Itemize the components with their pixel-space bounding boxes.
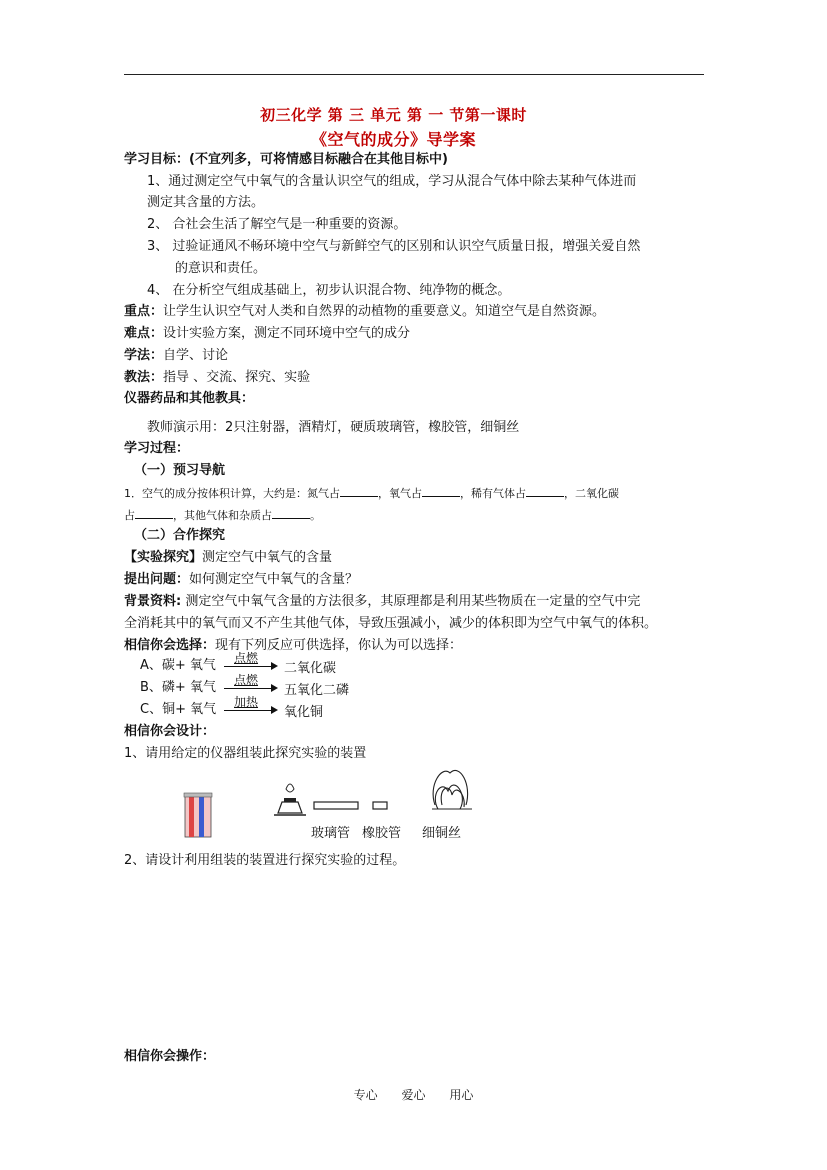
reaction-c-arrow	[224, 695, 278, 715]
difficulty-label: 难点：	[124, 326, 164, 341]
objective-3a: 3、 过验证通风不畅环境中空气与新鲜空气的区别和认识空气质量日报，增强关爱自然	[147, 239, 641, 254]
choose-line	[124, 636, 462, 656]
objectives-label: 学习目标：(不宜列多，可将情感目标融合在其他目标中)	[124, 152, 448, 167]
header-rule	[124, 74, 704, 75]
reaction-c-product: 氧化铜	[284, 705, 324, 720]
teach-method-label: 教法：	[124, 370, 164, 385]
design-question-2: 2、请设计利用组装的装置进行探究实验的过程。	[124, 853, 406, 868]
objective-3b: 的意识和责任。	[175, 261, 267, 276]
study-method-text: 自学、讨论	[163, 348, 229, 363]
experiment-line	[124, 548, 332, 568]
footer-text-b: 爱心	[401, 1088, 426, 1102]
background-text-a: 测定空气中氧气含量的方法很多，其原理都是利用某些物质在一定量的空气中完	[181, 594, 641, 609]
experiment-text: 测定空气中氧气的含量	[202, 550, 333, 565]
reaction-c-condition: 加热	[234, 695, 259, 709]
key-point-text: 让学生认识空气对人类和自然界的动植物的重要意义。知道空气是自然资源。	[163, 304, 606, 319]
doc-subtitle: 《空气的成分》导学案	[310, 130, 476, 149]
alcohol-lamp-icon	[274, 784, 306, 815]
q1-text-c: ，稀有气体占	[460, 487, 526, 500]
question-line	[124, 570, 358, 590]
equipment-label: 仪器药品和其他教具：	[124, 391, 255, 406]
question-label: 提出问题：	[124, 572, 190, 587]
footer-text-a: 专心	[353, 1088, 378, 1102]
design-question-1: 1、请用给定的仪器组装此探究实验的装置	[124, 746, 367, 761]
background-label: 背景资料:	[124, 594, 182, 609]
copper-wire-icon	[432, 771, 472, 809]
q1-text-e: 占	[124, 509, 135, 522]
syringe-icon	[184, 793, 212, 837]
cooperate-heading: （二）合作探究	[134, 528, 226, 543]
process-label: 学习过程：	[124, 441, 190, 456]
reaction-b-reactants: B、磷+ 氧气	[140, 680, 216, 695]
preview-heading: （一）预习导航	[134, 463, 226, 478]
study-method	[124, 346, 228, 366]
experiment-label: 【实验探究】	[124, 550, 203, 565]
reaction-b-product: 五氧化二磷	[284, 683, 350, 698]
key-point	[124, 302, 605, 322]
preview-question-1b	[124, 506, 321, 526]
q1-text-b: ，氧气占	[378, 487, 422, 500]
blank-noble-gas[interactable]	[526, 484, 564, 497]
footer-text-c: 用心	[449, 1088, 474, 1102]
blank-other[interactable]	[272, 506, 310, 519]
glass-tube-icon	[314, 802, 358, 809]
reaction-a-product: 二氧化碳	[284, 661, 337, 676]
reaction-b-arrow	[224, 673, 278, 693]
question-text: 如何测定空气中氧气的含量？	[189, 572, 359, 587]
background-line-a	[124, 592, 640, 612]
q1-text-d: ，二氧化碳	[564, 487, 619, 500]
difficulty	[124, 324, 410, 344]
teach-method	[124, 368, 310, 388]
choose-label: 相信你会选择：	[124, 638, 216, 653]
blank-oxygen[interactable]	[422, 484, 460, 497]
q1-text-g: 。	[310, 509, 321, 522]
difficulty-text: 设计实验方案，测定不同环境中空气的成分	[163, 326, 411, 341]
background-line-b: 全消耗其中的氧气而又不产生其他气体，导致压强减小，减少的体积即为空气中氧气的体积。	[124, 616, 658, 631]
reaction-a-arrow	[224, 651, 278, 671]
reaction-a-reactants: A、碳+ 氧气	[140, 658, 216, 673]
rubber-tube-icon	[373, 802, 387, 809]
blank-co2[interactable]	[135, 506, 173, 519]
doc-title: 初三化学 第 三 单元 第 一 节第一课时	[260, 106, 527, 124]
label-copper-wire: 细铜丝	[422, 826, 462, 841]
key-point-label: 重点：	[124, 304, 164, 319]
choose-text: 现有下列反应可供选择，你认为可以选择：	[215, 638, 463, 653]
study-method-label: 学法：	[124, 348, 164, 363]
reaction-c-reactants: C、铜+ 氧气	[140, 702, 217, 717]
label-rubber-tube: 橡胶管	[362, 826, 402, 841]
preview-question-1a	[124, 484, 619, 504]
objective-1a: 1、通过测定空气中氧气的含量认识空气的组成，学习从混合气体中除去某种气体进而	[147, 174, 637, 189]
page-footer	[0, 1086, 827, 1103]
design-label: 相信你会设计：	[124, 724, 216, 739]
operate-label: 相信你会操作：	[124, 1049, 216, 1064]
reaction-b-condition: 点燃	[234, 673, 259, 687]
teach-method-text: 指导 、交流、探究、实验	[163, 370, 311, 385]
reaction-a-condition: 点燃	[234, 651, 259, 665]
objective-2: 2、 合社会生活了解空气是一种重要的资源。	[147, 217, 407, 232]
q1-text-a: 1．空气的成分按体积计算，大约是：氮气占	[124, 487, 340, 500]
objective-1b: 测定其含量的方法。	[147, 195, 265, 210]
objective-4: 4、 在分析空气组成基础上，初步认识混合物、纯净物的概念。	[147, 283, 511, 298]
q1-text-f: ，其他气体和杂质占	[173, 509, 272, 522]
label-glass-tube: 玻璃管	[311, 826, 351, 841]
equipment-text: 教师演示用：2只注射器，酒精灯，硬质玻璃管，橡胶管，细铜丝	[147, 420, 520, 435]
blank-nitrogen[interactable]	[340, 484, 378, 497]
